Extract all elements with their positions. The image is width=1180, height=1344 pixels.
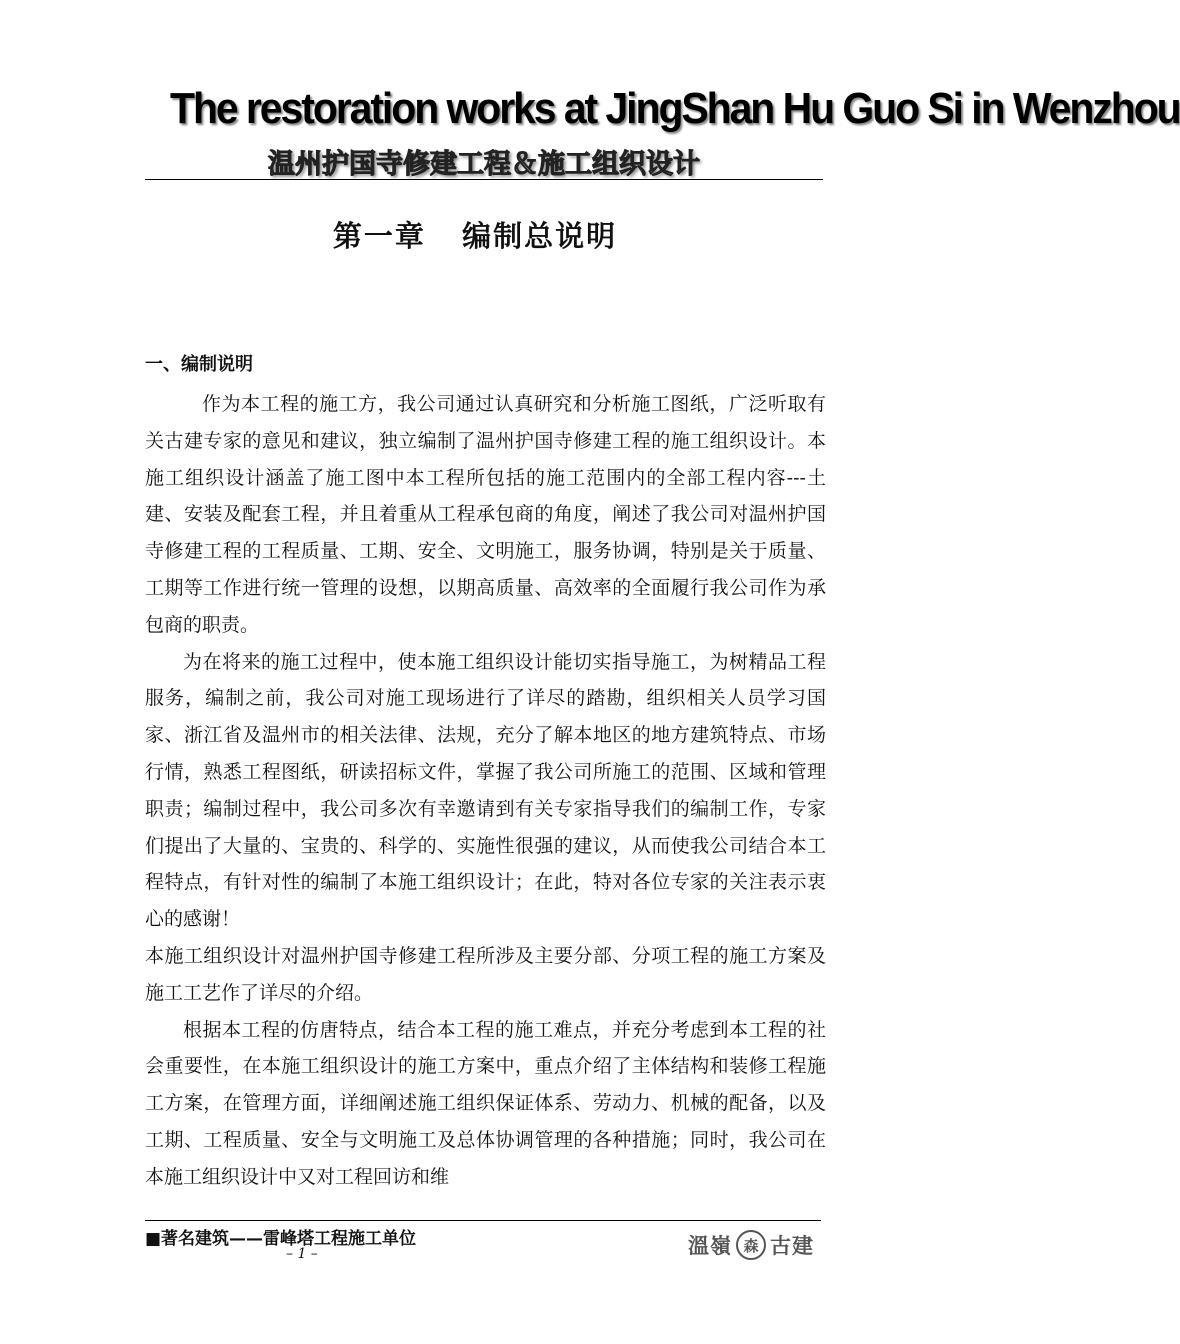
logo-text-right: 古建 <box>770 1234 814 1258</box>
company-logo <box>688 1230 814 1260</box>
header-divider <box>145 179 823 180</box>
paragraph: 根据本工程的仿唐特点，结合本工程的施工难点，并充分考虑到本工程的社会重要性，在本施工组织设计的施工方案中，重点介绍了主体结构和装修工程施工方案，在管理方面，详细阐述施工组织保证体系、劳动力、机械的配备，以及工期、工程质量、安全与文明施工及总体协调管理的各种措施；同时，我公司在本施工组织设计中又对工程回访和维 <box>145 1018 826 1188</box>
paragraph: 作为本工程的施工方，我公司通过认真研究和分析施工图纸，广泛听取有关古建专家的意见和建议，独立编制了温州护国寺修建工程的施工组织设计。本施工组织设计涵盖了施工图中本工程所包括的施工范围内的全部工程内容---土建、安装及配套工程，并且着重从工程承包商的角度，阐述了我公司对温州护国寺修建工程的工程质量、工期、安全、文明施工，服务协调，特别是关于质量、工期等工作进行统一管理的设想，以期高质量、高效率的全面履行我公司作为承包商的职责。 <box>145 393 826 636</box>
paragraph: 本施工组织设计对温州护国寺修建工程所涉及主要分部、分项工程的施工方案及施工工艺作了详尽的介绍。 <box>145 944 826 1004</box>
chapter-title: 第一章 编制总说明 <box>332 219 618 253</box>
paragraph: 为在将来的施工过程中，使本施工组织设计能切实指导施工，为树精品工程服务，编制之前，我公司对施工现场进行了详尽的踏勘，组织相关人员学习国家、浙江省及温州市的相关法律、法规，充分了解本地区的地方建筑特点、市场行情，熟悉工程图纸，研读招标文件，掌握了我公司所施工的范围、区域和管理职责；编制过程中，我公司多次有幸邀请到有关专家指导我们的编制工作，专家们提出了大量的、宝贵的、科学的、实施性很强的建议，从而使我公司结合本工程特点，有针对性的编制了本施工组织设计；在此，特对各位专家的关注表示衷心的感谢！ <box>145 650 826 931</box>
logo-text-left: 溫嶺 <box>688 1234 732 1258</box>
section-heading: 一、编制说明 <box>145 354 253 375</box>
logo-seal-icon: 森 <box>736 1230 766 1260</box>
footer-company-note: ■著名建筑——雷峰塔工程施工单位 <box>145 1229 417 1249</box>
body-text <box>145 386 826 1196</box>
page-number: – 1 – <box>286 1246 318 1262</box>
footer-divider <box>145 1220 821 1221</box>
banner-title-chinese: 温州护国寺修建工程＆施工组织设计 <box>268 149 700 180</box>
banner-title-english: The restoration works at JingShan Hu Guo Si in Wenzhou <box>170 84 1180 133</box>
